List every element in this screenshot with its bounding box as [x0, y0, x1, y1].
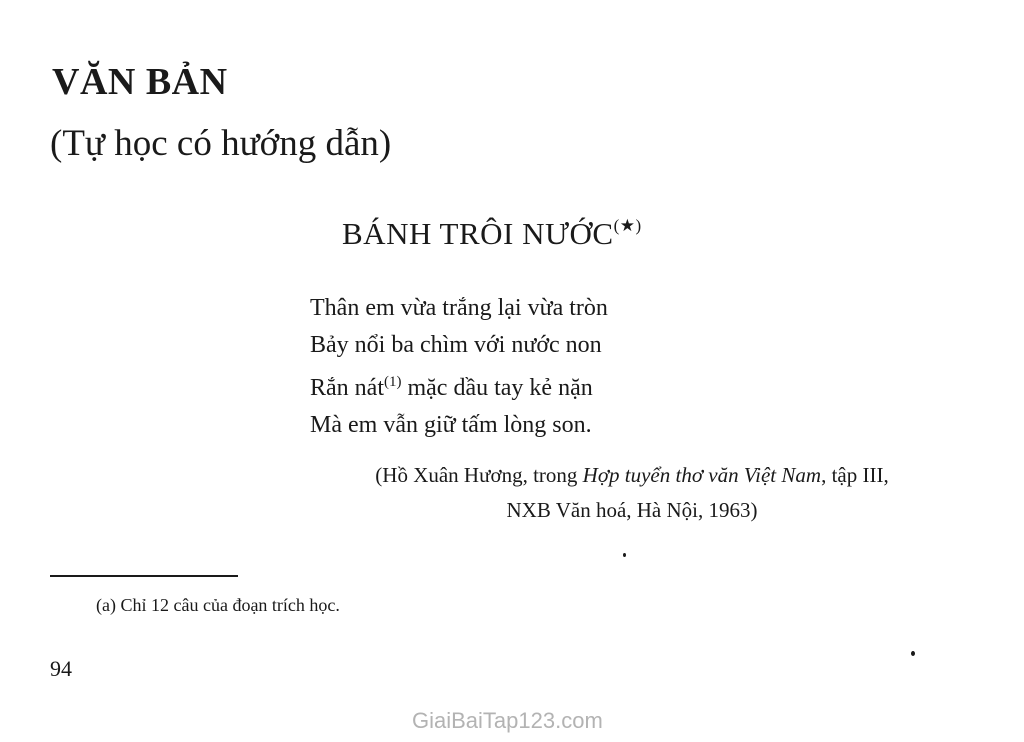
citation-work-title: Hợp tuyển thơ văn Việt Nam	[582, 463, 822, 487]
footnote-ref: (1)	[383, 374, 402, 390]
section-subtitle: (Tự học có hướng dẫn)	[50, 123, 392, 164]
citation-line-1	[316, 458, 948, 493]
citation-prefix: (Hồ Xuân Hương, trong	[375, 463, 583, 487]
stray-dot	[911, 651, 915, 656]
poem-line	[310, 364, 608, 407]
poem-line: Mà em vẫn giữ tấm lòng son.	[310, 412, 592, 438]
page-number: 94	[50, 656, 72, 681]
footnote: (a) Chỉ 12 câu của đoạn trích học.	[96, 595, 340, 615]
poem-title-mark: (★)	[613, 216, 642, 235]
poem-title	[342, 216, 642, 252]
citation-line-2: NXB Văn hoá, Hà Nội, 1963)	[506, 498, 758, 522]
citation-suffix: , tập III,	[821, 463, 889, 487]
section-title: VĂN BẢN	[52, 61, 228, 103]
citation	[316, 458, 948, 528]
poem-line-text: mặc dầu tay kẻ nặn	[401, 375, 593, 401]
poem-title-text: BÁNH TRÔI NƯỚC	[342, 216, 614, 251]
poem-body	[310, 290, 608, 444]
poem-line: Bảy nổi ba chìm với nước non	[310, 332, 602, 358]
watermark: GiaiBaiTap123.com	[412, 708, 603, 733]
poem-line-text: Rắn nát	[310, 375, 384, 401]
poem-line: Thân em vừa trắng lại vừa tròn	[310, 295, 608, 321]
stray-dot	[623, 553, 626, 557]
footnote-divider	[50, 575, 238, 577]
